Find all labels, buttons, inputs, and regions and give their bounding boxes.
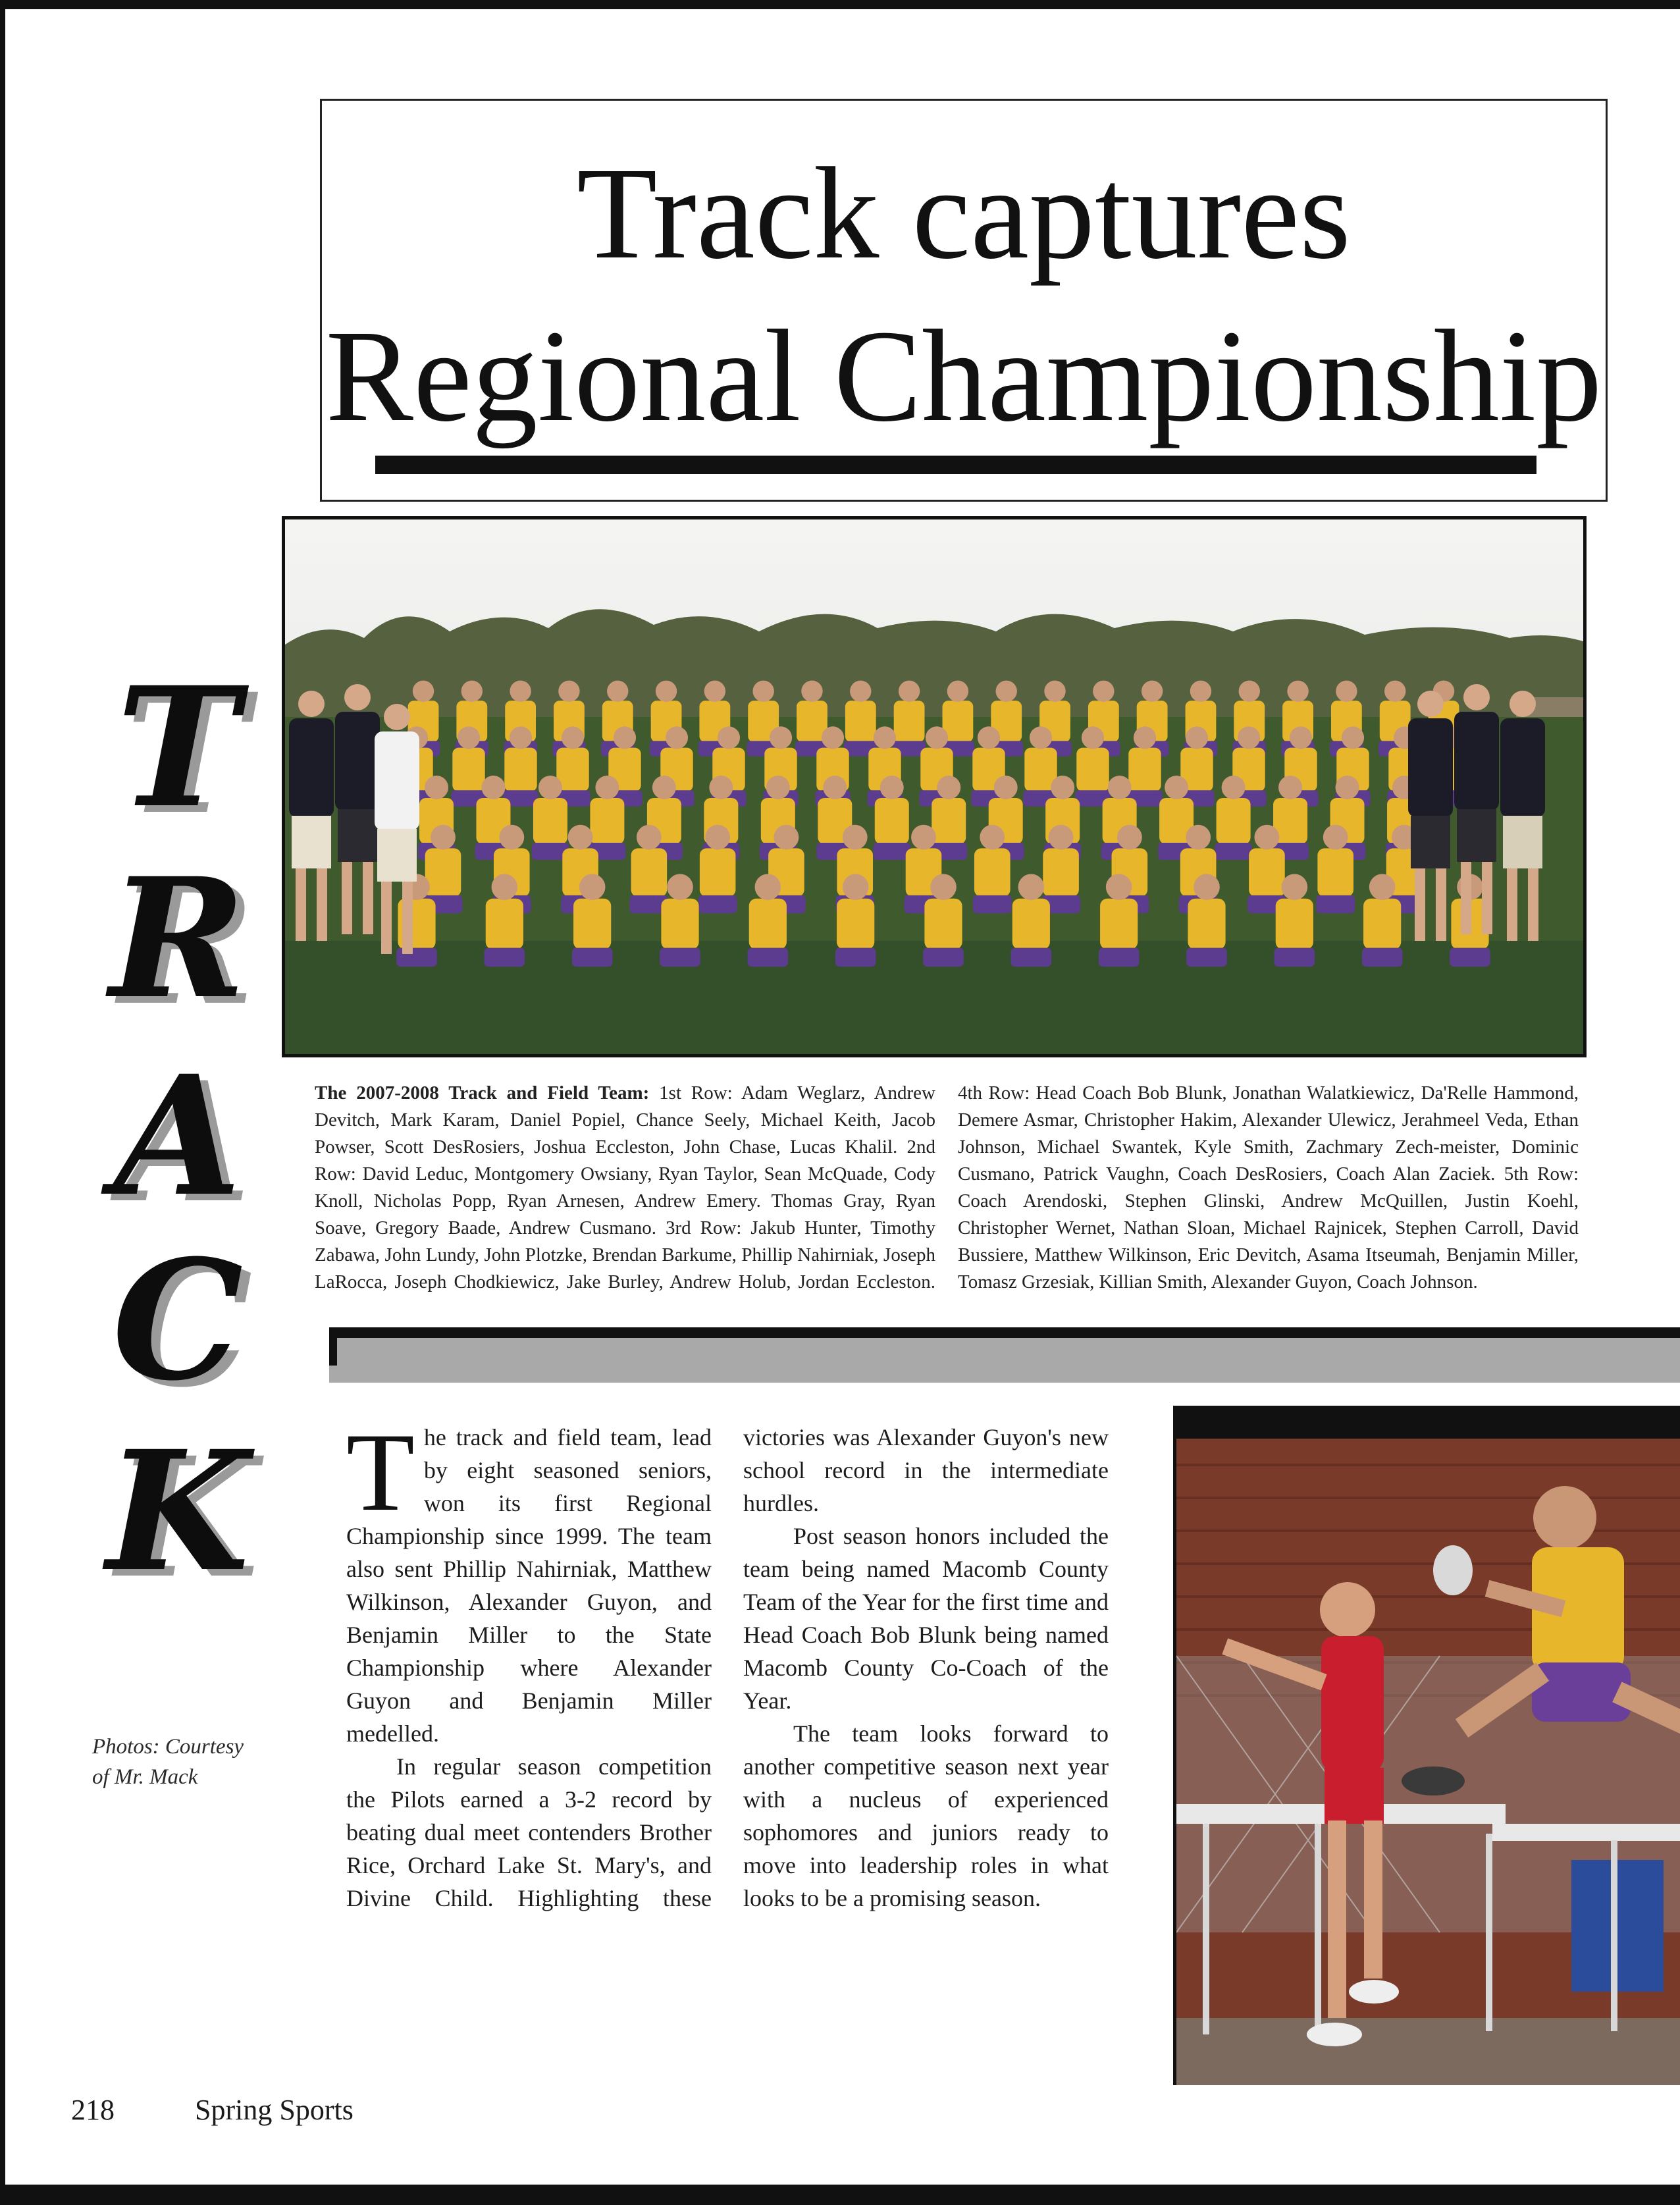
hurdle-photo-illustration — [1176, 1439, 1680, 2085]
side-letter-k: K — [106, 1414, 249, 1608]
page-edge-bottom — [0, 2185, 1680, 2205]
article-body — [346, 1410, 1109, 1961]
side-letter-r: R — [109, 841, 246, 1035]
headline-line-2: Regional Championship — [325, 304, 1602, 449]
photo-credit-line-2: of Mr. Mack — [92, 1765, 198, 1789]
headline-line-1: Track captures — [577, 141, 1351, 286]
section-divider-cap — [329, 1327, 337, 1366]
page-edge-left — [0, 0, 5, 2205]
photo-credit — [92, 1732, 290, 1792]
hurdle-photo — [1173, 1406, 1680, 2085]
side-letter-a: A — [114, 1039, 242, 1233]
page-number: 218 — [71, 2094, 115, 2126]
section-name: Spring Sports — [195, 2094, 354, 2126]
section-divider-shade — [329, 1338, 1680, 1383]
caption-text: 1st Row: Adam Weglarz, Andrew Devitch, Mark Karam, Daniel Popiel, Chance Seely, Michael Keith, Jacob Powser, Scott DesRosiers, Joshua Eccleston, John Chase, Lucas Khalil. 2nd Row: David Leduc, Montgomery Owsiany, Ryan Taylor, Sean McQuade, Cody Knoll, Nicholas Popp, Ryan Arnesen, Andrew Emery. Thomas Gray, Ryan Soave, Gregory Baade, Andrew Cusmano. 3rd Row: Jakub Hunter, Timothy Zabawa, John Lundy, John Plotzke, Brendan Barkume, Phillip Nahirniak, Joseph LaRocca, Joseph Chodkiewicz, Jake Burley, Andrew Holub, Jordan Eccleston. 4th Row: Head Coach Bob Blunk, Jonathan Walatkiewicz, Da'Relle Hammond, Demere Asmar, Christopher Hakim, Alexander Ulewicz, Jerahmeel Veda, Ethan Johnson, Michael Swantek, Kyle Smith, Zachmary Zech-meister, Dominic Cusmano, Patrick Vaughn, Coach DesRosiers, Coach Alan Zaciek. 5th Row: Coach Arendoski, Stephen Glinski, Andrew McQuillen, Justin Koehl, Christopher Wernet, Nathan Sloan, Michael Rajnicek, Stephen Carroll, David Bussiere, Matthew Wilkinson, Eric Devitch, Asama Itseumah, Benjamin Miller, Tomasz Grzesiak, Killian Smith, Alexander Guyon, Coach Johnson. — [315, 1082, 1579, 1292]
drop-cap: T — [346, 1410, 415, 1534]
article-paragraph-3: Post season honors included the team being named Macomb County Team of the Year for the first time and Head Coach Bob Blunk being named Macomb County Co-Coach of the Year. — [743, 1523, 1109, 1714]
headline-underline — [375, 456, 1536, 474]
article-paragraph-2: In regular season competition the Pilots earned a 3-2 record by beating dual meet contenders Brother Rice, Orchard Lake St. Mary's, and Divine Child. Highlighting these victories was Alexander Guyon's new school record in the intermediate hurdles. — [346, 1424, 1109, 1911]
team-photo-caption — [315, 1080, 1579, 1323]
page-edge-top — [0, 0, 1680, 9]
photo-credit-line-1: Photos: Courtesy — [92, 1735, 244, 1759]
article-paragraph-1: The track and field team, lead by eight seasoned seniors, won its first Regional Championship since 1999. The team also sent Phillip Nahirniak, Matthew Wilkinson, Alexander Guyon, and Benjamin Miller to the State Championship where Alexander Guyon and Benjamin Miller medelled. — [346, 1410, 712, 1747]
side-letter-t: T — [116, 651, 240, 844]
team-photo — [282, 516, 1587, 1057]
side-letter-c: C — [112, 1223, 244, 1417]
team-photo-illustration — [285, 519, 1583, 1054]
article-paragraph-4: The team looks forward to another competitive season next year with a nucleus of experienced sophomores and juniors ready to move into leadership roles in what looks to be a promising season. — [743, 1720, 1109, 1911]
caption-title: The 2007-2008 Track and Field Team: — [315, 1082, 650, 1103]
section-divider — [329, 1327, 1680, 1338]
